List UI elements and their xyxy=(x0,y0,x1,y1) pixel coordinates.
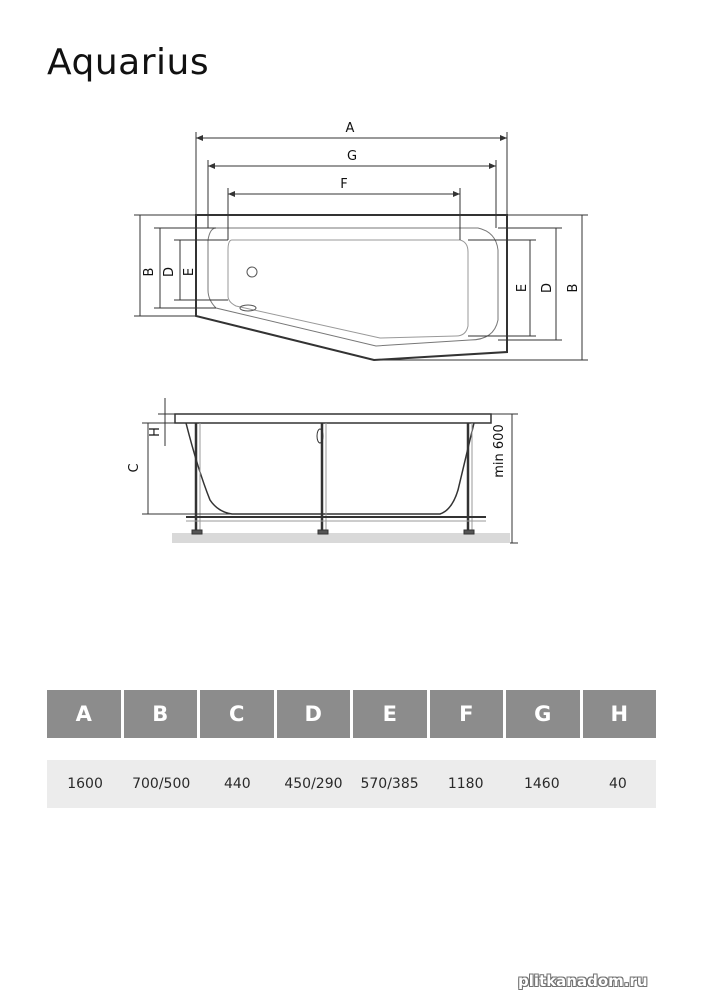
dim-label-d-left: D xyxy=(162,266,177,278)
dim-label-b-right: B xyxy=(566,283,581,293)
page-title: Aquarius xyxy=(47,42,210,83)
value-cell-f: 1180 xyxy=(447,776,484,792)
header-cell-a: A xyxy=(47,690,121,738)
dim-label-f: F xyxy=(340,177,348,192)
tub-rim-inner xyxy=(208,228,498,346)
value-cell-e: 570/385 xyxy=(360,776,419,792)
dim-label-c: C xyxy=(127,463,142,473)
dim-label-d-right: D xyxy=(540,282,555,294)
watermark: plitkanadom.ru xyxy=(518,972,648,990)
dim-label-e-right: E xyxy=(515,283,530,293)
overflow-icon xyxy=(240,305,256,311)
header-cell-b: B xyxy=(124,690,198,738)
header-cell-e: E xyxy=(353,690,427,738)
dim-label-min: min 600 xyxy=(492,424,507,478)
floor xyxy=(172,533,510,543)
side-view xyxy=(142,398,518,543)
dimensions-table-values xyxy=(47,760,656,808)
dim-label-b-left: B xyxy=(142,267,157,277)
dim-label-g: G xyxy=(346,149,358,164)
dim-label-e-left: E xyxy=(182,267,197,277)
value-cell-b: 700/500 xyxy=(132,776,191,792)
drain-icon xyxy=(247,267,257,277)
tub-rim-side xyxy=(175,414,491,423)
dim-label-h: H xyxy=(148,427,163,437)
header-cell-h: H xyxy=(583,690,657,738)
header-cell-g: G xyxy=(506,690,580,738)
value-cell-g: 1460 xyxy=(523,776,560,792)
header-cell-f: F xyxy=(430,690,504,738)
value-cell-c: 440 xyxy=(223,776,251,792)
header-cell-d: D xyxy=(277,690,351,738)
dim-label-a: A xyxy=(345,121,355,136)
value-cell-h: 40 xyxy=(609,776,627,792)
value-cell-a: 1600 xyxy=(67,776,103,792)
dimensions-table-header xyxy=(47,690,656,738)
value-cell-d: 450/290 xyxy=(284,776,343,792)
top-view xyxy=(134,132,588,360)
tub-body-side xyxy=(186,423,474,514)
tub-basin xyxy=(228,240,468,338)
header-cell-c: C xyxy=(200,690,274,738)
